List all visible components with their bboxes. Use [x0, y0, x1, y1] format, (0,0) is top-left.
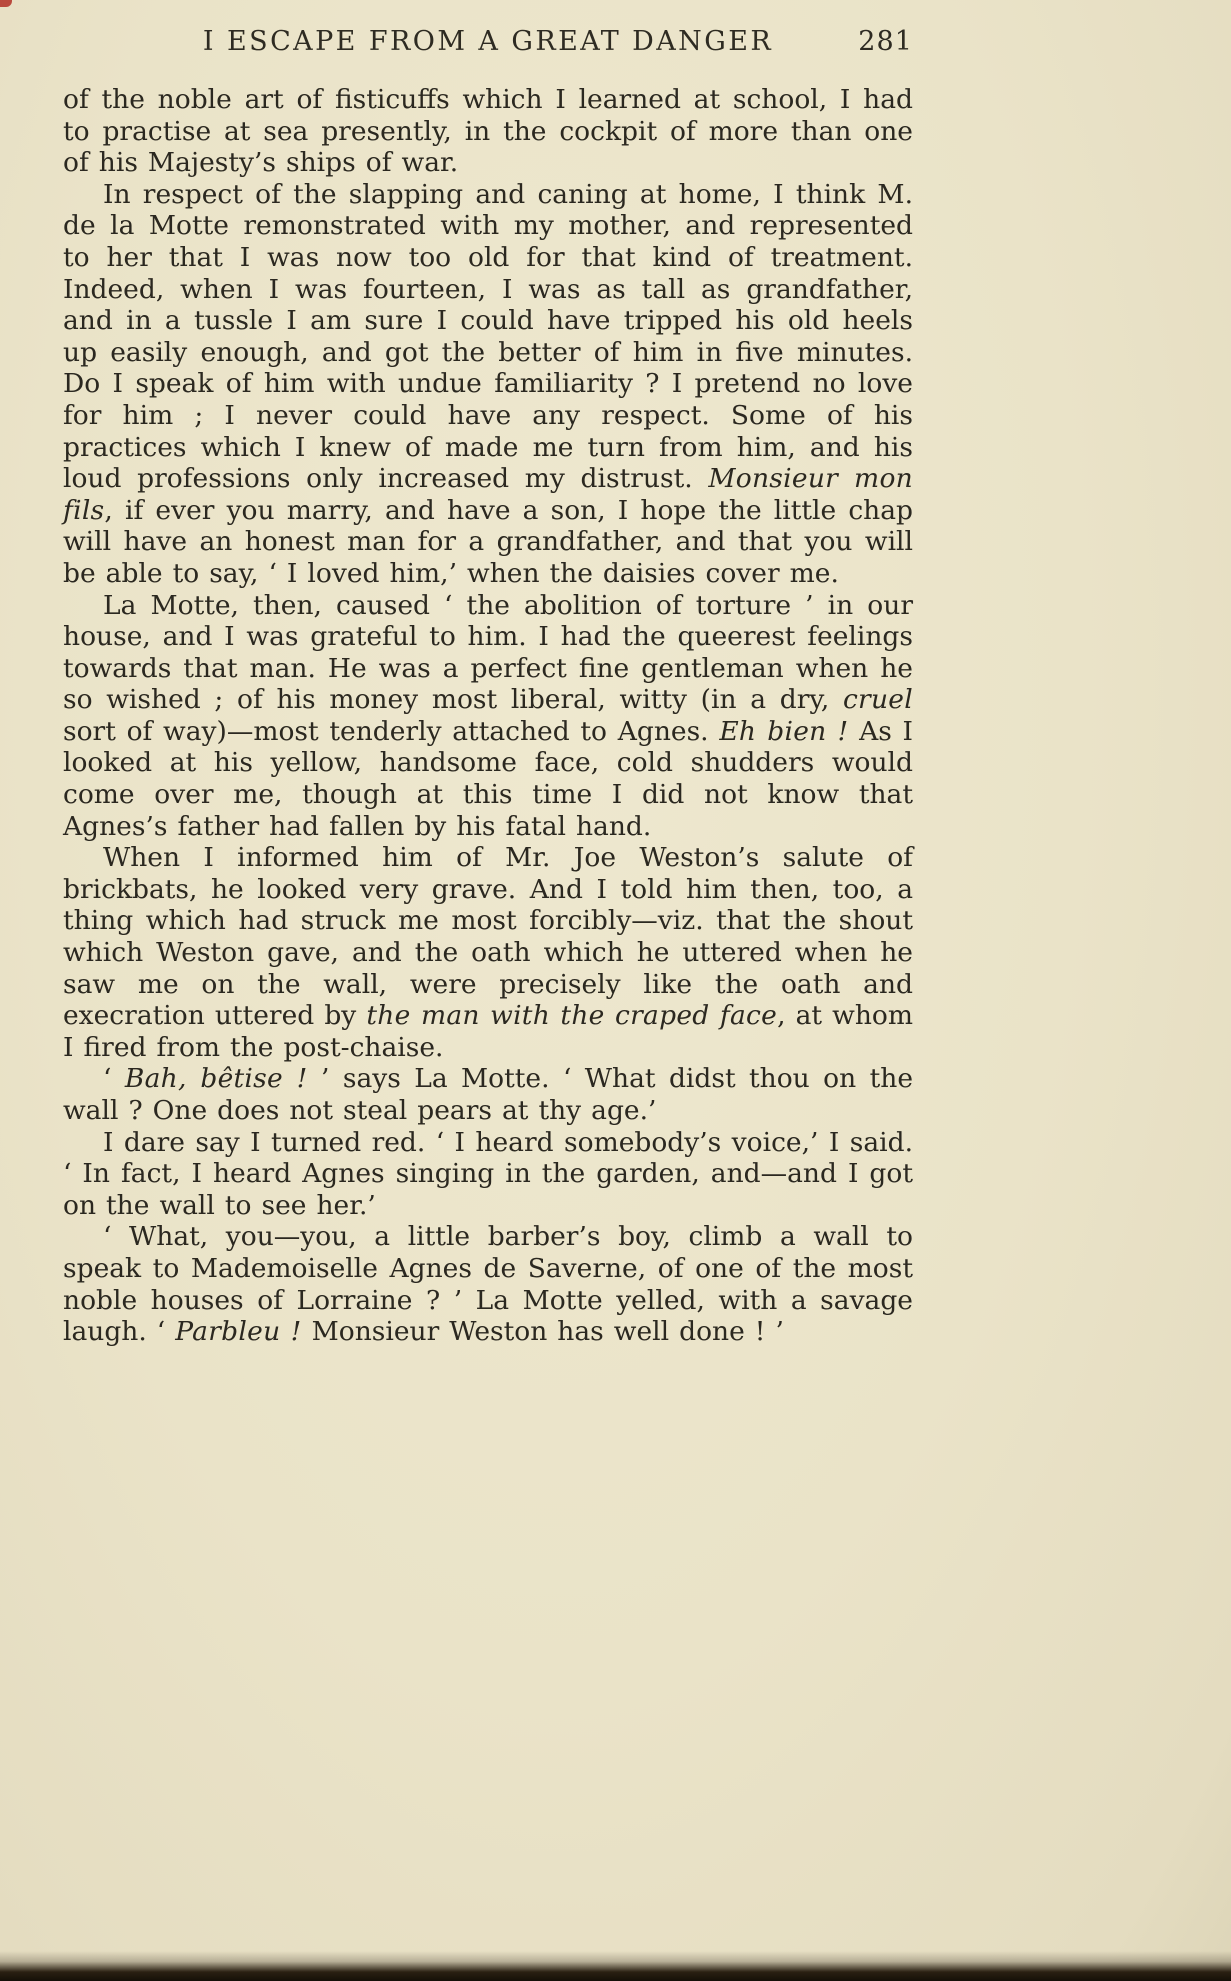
page-text: [63, 84, 913, 1348]
paragraph: In respect of the slapping and caning at home, I think M. de la Motte remonstrated with my mother, and represented to her that I was now too old for that kind of treatment. Indeed, when I was fourteen, I was as tall as grandfather, and in a tussle I am sure I could have tripped his old heels up easily enough, and got the better of him in five minutes. Do I speak of him with undue familiarity ? I pretend no love for him ; I never could have any respect. Some of his practices which I knew of made me turn from him, and his loud professions only increased my distrust. Monsieur mon fils, if ever you marry, and have a son, I hope the little chap will have an honest man for a grandfather, and that you will be able to say, ‘ I loved him,’ when the daisies cover me.: [63, 178, 913, 589]
paragraph: ‘ What, you—you, a little barber’s boy, climb a wall to speak to Mademoiselle Agnes de Saverne, of one of the most noble houses of Lorraine ? ’ La Motte yelled, with a savage laugh. ‘ Parbleu ! Monsieur Weston has well done ! ’: [63, 1221, 913, 1348]
page-bottom-edge-shadow: [0, 1951, 1231, 1981]
paragraph: ‘ Bah, bêtise ! ’ says La Motte. ‘ What didst thou on the wall ? One does not steal pears at thy age.’: [63, 1063, 913, 1126]
paragraph: of the noble art of fisticuffs which I learned at school, I had to practise at sea presently, in the cockpit of more than one of his Majesty’s ships of war.: [63, 84, 913, 179]
paragraph: When I informed him of Mr. Joe Weston’s salute of brickbats, he looked very grave. And I told him then, too, a thing which had struck me most forcibly—viz. that the shout which Weston gave, and the oath which he uttered when he saw me on the wall, were precisely like the oath and execration uttered by the man with the craped face, at whom I fired from the post-chaise.: [63, 842, 913, 1063]
running-header: [63, 26, 913, 57]
paragraph: La Motte, then, caused ‘ the abolition of torture ’ in our house, and I was grateful to him. I had the queerest feelings towards that man. He was a perfect fine gentleman when he so wished ; of his money most liberal, witty (in a dry, cruel sort of way)—most tenderly attached to Agnes. Eh bien ! As I looked at his yellow, handsome face, cold shudders would come over me, though at this time I did not know that Agnes’s father had fallen by his fatal hand.: [63, 589, 913, 842]
scan-artifact: [0, 0, 12, 7]
paragraph: I dare say I turned red. ‘ I heard somebody’s voice,’ I said. ‘ In fact, I heard Agnes singing in the garden, and—and I got on the wall to see her.’: [63, 1126, 913, 1221]
running-title: I ESCAPE FROM A GREAT DANGER: [202, 26, 774, 57]
page-number: 281: [858, 26, 913, 57]
